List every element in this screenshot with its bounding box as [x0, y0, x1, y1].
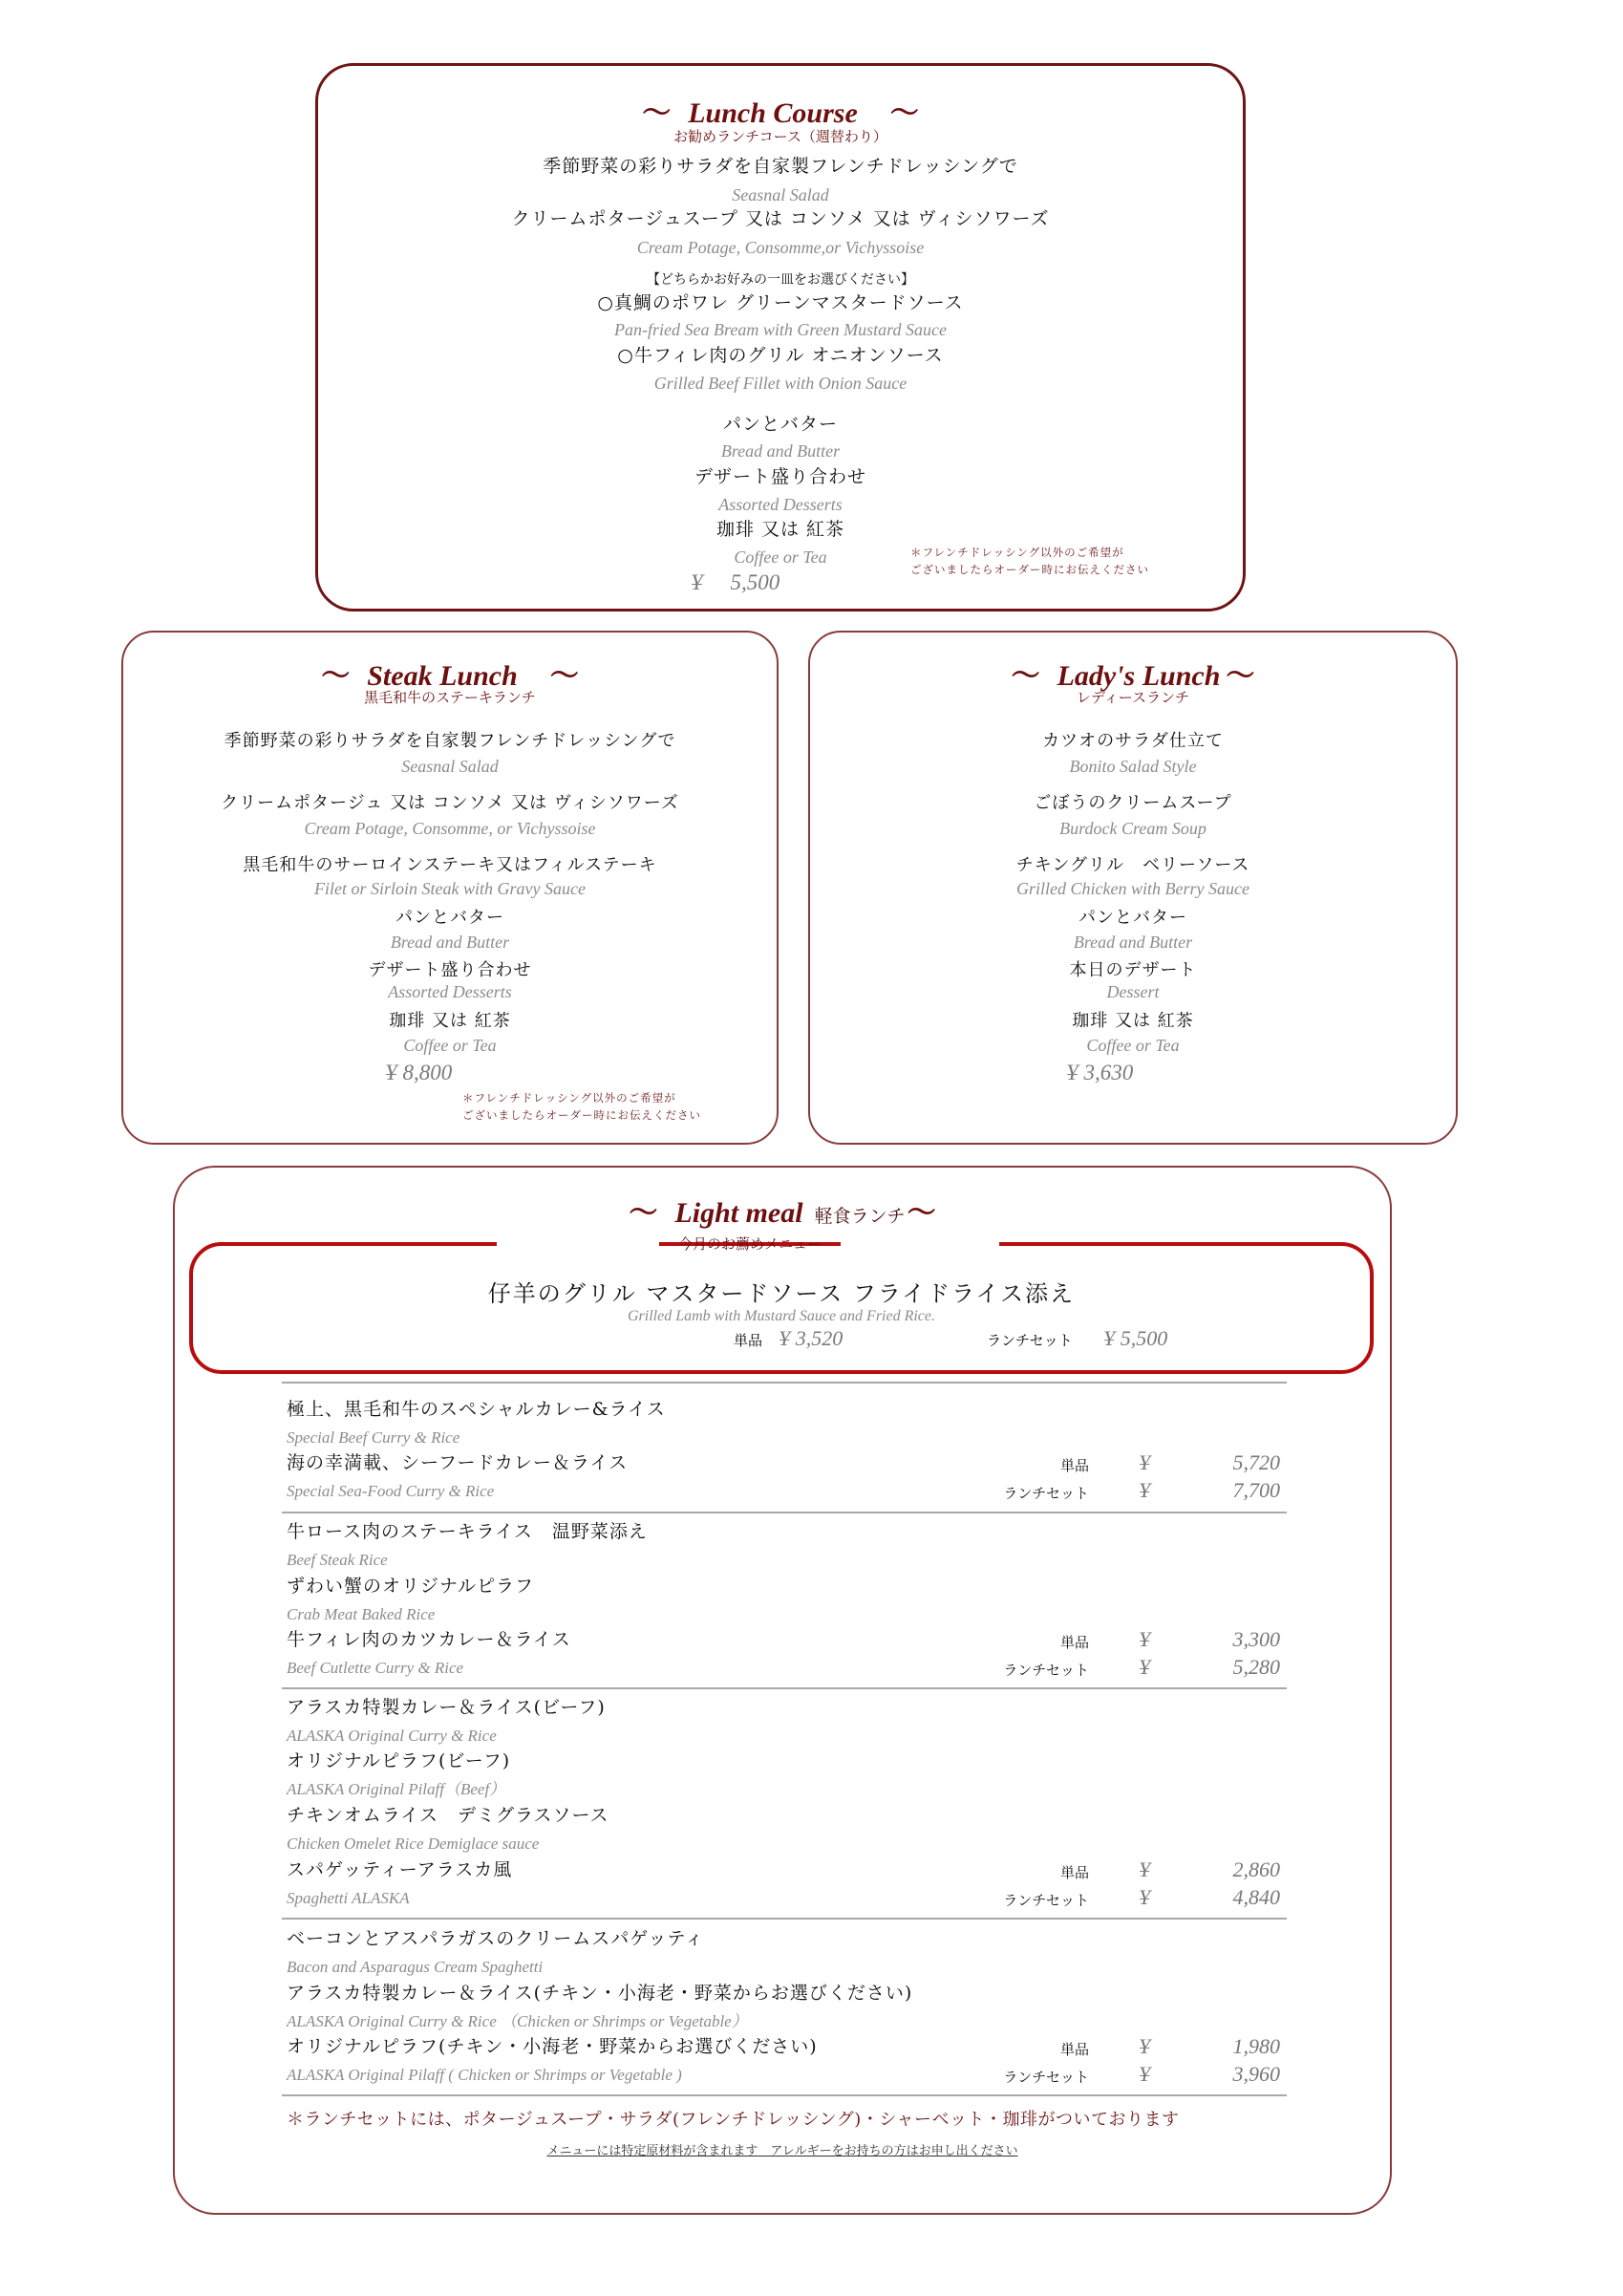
- ll-item-en: Dessert: [1106, 982, 1160, 1001]
- sl-item-jp: パンとバター: [395, 908, 504, 928]
- light-meal-title-jp: 軽食ランチ: [814, 1206, 906, 1227]
- menu-item-en: ALASKA Original Curry & Rice （Chicken or Shrimps or Vegetable）: [287, 2012, 748, 2030]
- lunch-course-subtitle: お勧めランチコース（週替わり）: [673, 128, 887, 145]
- menu-item-en: Bacon and Asparagus Cream Spaghetti: [287, 1958, 544, 1976]
- menu-item-jp: アラスカ特製カレー＆ライス(チキン・小海老・野菜からお選びください): [287, 1983, 913, 2004]
- menu-item-jp: ずわい蟹のオリジナルピラフ: [287, 1576, 535, 1597]
- yen-symbol: Ұ: [1139, 2034, 1151, 2058]
- ladys-lunch-box: [808, 631, 1458, 1145]
- divider: [282, 1687, 1287, 1689]
- featured-item-jp: 仔羊のグリル マスタードソース フライドライス添え: [487, 1280, 1076, 1307]
- menu-item-jp: チキンオムライス デミグラスソース: [287, 1805, 609, 1826]
- sl-item-en: Coffee or Tea: [403, 1036, 497, 1055]
- lc-item-en: Bread and Butter: [720, 441, 841, 461]
- menu-item-jp: 牛フィレ肉のカツカレー＆ライス: [287, 1629, 571, 1650]
- lc-item-jp: パンとバター: [722, 414, 838, 435]
- lc-item-en: Assorted Desserts: [718, 495, 843, 514]
- menu-item-en: ALASKA Original Pilaff（Beef）: [287, 1780, 506, 1798]
- lunch-course-header: [318, 89, 1243, 131]
- note-line-2: ございましたらオーダー時にお伝えください: [462, 1108, 701, 1122]
- menu-item-en: Special Beef Curry & Rice: [287, 1428, 460, 1447]
- sl-item-jp: クリームポタージュ 又は コンソメ 又は ヴィシソワーズ: [221, 793, 679, 813]
- lc-item-en: Cream Potage, Consomme,or Vichyssoise: [636, 238, 925, 257]
- ll-item-en: Bread and Butter: [1073, 933, 1193, 952]
- ll-item-jp: パンとバター: [1078, 908, 1187, 928]
- choice-note: 【どちらかお好みの一皿をお選びください】: [647, 272, 914, 288]
- featured-item-en: Grilled Lamb with Mustard Sauce and Fried Rice.: [627, 1308, 936, 1324]
- single-price: 2,860: [1232, 1857, 1280, 1881]
- note-line-1: ＊フレンチドレッシング以外のご希望が: [462, 1091, 676, 1105]
- lc-item-jp: クリームポタージュスープ 又は コンソメ 又は ヴィシソワーズ: [511, 208, 1050, 229]
- menu-item-jp: オリジナルピラフ(ビーフ): [287, 1750, 511, 1771]
- set-includes-note: ＊ランチセットには、ポタージュスープ・サラダ(フレンチドレッシング)・シャーベット・珈琲がついております: [287, 2110, 1180, 2130]
- sl-item-en: Filet or Sirloin Steak with Gravy Sauce: [314, 879, 586, 898]
- menu-item-jp: ベーコンとアスパラガスのクリームスパゲッティ: [287, 1928, 704, 1949]
- tilde-right: 〜: [549, 660, 579, 692]
- sl-item-en: Assorted Desserts: [388, 982, 512, 1001]
- light-meal-header: [175, 1189, 1390, 1231]
- featured-single-price: Ұ 3,520: [779, 1326, 844, 1350]
- lc-item-en: Seasnal Salad: [732, 185, 829, 204]
- ladys-lunch-title: Lady's Lunch: [1057, 660, 1221, 692]
- set-price: 3,960: [1232, 2062, 1280, 2086]
- menu-item-jp: 海の幸満載、シーフードカレー＆ライス: [287, 1452, 629, 1473]
- menu-item-en: ALASKA Original Curry & Rice: [287, 1727, 497, 1745]
- sl-item-jp: 珈琲 又は 紅茶: [389, 1011, 511, 1031]
- lunch-course-title: Lunch Course: [688, 97, 858, 129]
- set-label: ランチセット: [1003, 2069, 1089, 2086]
- menu-item-en: Special Sea-Food Curry & Rice: [287, 1482, 495, 1500]
- sl-item-en: Cream Potage, Consomme, or Vichyssoise: [304, 819, 596, 838]
- ll-item-jp: チキングリル ベリーソース: [1015, 855, 1250, 875]
- sl-item-en: Bread and Butter: [390, 933, 510, 952]
- sl-price: Ұ 8,800: [385, 1061, 453, 1084]
- tilde-right: 〜: [1226, 660, 1255, 692]
- single-price: 5,720: [1232, 1450, 1280, 1474]
- tilde-right: 〜: [889, 97, 919, 129]
- yen-symbol: Ұ: [1139, 1450, 1151, 1474]
- divider: [282, 1382, 1287, 1384]
- set-price: 4,840: [1232, 1885, 1280, 1909]
- divider: [282, 1918, 1287, 1920]
- sl-item-jp: 季節野菜の彩りサラダを自家製フレンチドレッシングで: [224, 731, 676, 751]
- menu-item-jp: オリジナルピラフ(チキン・小海老・野菜からお選びください): [287, 2036, 818, 2057]
- single-price: 3,300: [1232, 1627, 1280, 1651]
- menu-item-jp: スパゲッティーアラスカ風: [287, 1859, 513, 1880]
- ll-item-en: Grilled Chicken with Berry Sauce: [1016, 879, 1249, 898]
- lc-choice-jp: ○真鯛のポワレ グリーンマスタードソース: [597, 292, 964, 313]
- menu-item-en: Crab Meat Baked Rice: [287, 1605, 436, 1623]
- menu-item-jp: アラスカ特製カレー＆ライス(ビーフ): [287, 1697, 606, 1718]
- yen-symbol: Ұ: [1139, 1478, 1151, 1502]
- lc-choice-en: Pan-fried Sea Bream with Green Mustard Sauce: [614, 320, 947, 339]
- ll-item-en: Bonito Salad Style: [1069, 757, 1197, 776]
- divider: [282, 2094, 1287, 2096]
- ll-item-jp: 本日のデザート: [1069, 960, 1197, 980]
- lc-price: [691, 569, 779, 597]
- lc-choice-jp: ○牛フィレ肉のグリル オニオンソース: [617, 345, 944, 366]
- featured-single-label: 単品: [734, 1332, 763, 1349]
- ll-item-jp: ごぼうのクリームスープ: [1034, 793, 1232, 813]
- steak-lunch-subtitle: 黒毛和牛のステーキランチ: [364, 689, 536, 706]
- set-label: ランチセット: [1003, 1662, 1089, 1679]
- yen-symbol: Ұ: [1139, 1627, 1151, 1651]
- yen-symbol: Ұ: [1139, 1885, 1151, 1909]
- single-price: 1,980: [1232, 2034, 1280, 2058]
- menu-item-en: Beef Steak Rice: [287, 1551, 388, 1569]
- menu-item-en: Beef Cutlette Curry & Rice: [287, 1659, 464, 1677]
- single-label: 単品: [1059, 1634, 1089, 1651]
- tilde-left: 〜: [642, 97, 672, 129]
- featured-set-label: ランチセット: [987, 1332, 1073, 1349]
- yen-symbol: Ұ: [1139, 1857, 1151, 1881]
- ll-item-en: Burdock Cream Soup: [1059, 819, 1207, 838]
- ll-item-jp: 珈琲 又は 紅茶: [1072, 1011, 1194, 1031]
- light-meal-title: Light meal: [674, 1197, 803, 1229]
- sl-item-jp: デザート盛り合わせ: [368, 960, 532, 980]
- menu-item-en: ALASKA Original Pilaff ( Chicken or Shrimps or Vegetable ): [287, 2066, 682, 2084]
- menu-item-en: Chicken Omelet Rice Demiglace sauce: [287, 1835, 540, 1853]
- yen-symbol: Ұ: [1139, 1655, 1151, 1679]
- lc-price-value: 5,500: [730, 570, 780, 594]
- dressing-note: [462, 1089, 701, 1124]
- lc-item-jp: デザート盛り合わせ: [694, 466, 866, 487]
- tilde-left: 〜: [629, 1197, 658, 1229]
- set-label: ランチセット: [1003, 1892, 1089, 1909]
- lc-item-en: Coffee or Tea: [734, 547, 827, 567]
- sl-item-jp: 黒毛和牛のサーロインステーキ又はフィルステーキ: [243, 855, 657, 875]
- note-line-2: ございましたらオーダー時にお伝えください: [910, 563, 1149, 576]
- featured-label: 今月のお薦めメニュー: [677, 1235, 822, 1253]
- allergy-note: メニューには特定原材料が含まれます アレルギーをお持ちの方はお申し出ください: [546, 2144, 1018, 2158]
- yen-symbol: Ұ: [1139, 2062, 1151, 2086]
- single-label: 単品: [1059, 1864, 1089, 1881]
- lc-item-jp: 珈琲 又は 紅茶: [715, 519, 845, 540]
- lc-item-jp: 季節野菜の彩りサラダを自家製フレンチドレッシングで: [543, 156, 1018, 177]
- divider: [282, 1512, 1287, 1513]
- note-line-1: ＊フレンチドレッシング以外のご希望が: [910, 546, 1124, 559]
- tilde-left: 〜: [321, 660, 351, 692]
- set-price: 7,700: [1232, 1478, 1280, 1502]
- steak-lunch-title: Steak Lunch: [367, 660, 518, 692]
- menu-item-jp: 極上、黒毛和牛のスペシャルカレー&ライス: [287, 1399, 666, 1420]
- ll-price: Ұ 3,630: [1066, 1061, 1134, 1084]
- sl-item-en: Seasnal Salad: [401, 757, 499, 776]
- tilde-left: 〜: [1011, 660, 1040, 692]
- lc-choice-en: Grilled Beef Fillet with Onion Sauce: [653, 374, 908, 393]
- single-label: 単品: [1059, 2041, 1089, 2058]
- ladys-lunch-subtitle: レディースランチ: [1076, 689, 1190, 706]
- ll-item-en: Coffee or Tea: [1086, 1036, 1180, 1055]
- menu-item-en: Spaghetti ALASKA: [287, 1889, 410, 1907]
- menu-item-jp: 牛ロース肉のステーキライス 温野菜添え: [287, 1521, 648, 1542]
- ll-item-jp: カツオのサラダ仕立て: [1042, 731, 1224, 751]
- featured-set-price: Ұ 5,500: [1103, 1326, 1168, 1350]
- lunch-course-box: [315, 63, 1246, 612]
- set-price: 5,280: [1232, 1655, 1280, 1679]
- tilde-right: 〜: [907, 1197, 936, 1229]
- set-label: ランチセット: [1003, 1485, 1089, 1502]
- yen-symbol: Ұ: [691, 570, 703, 594]
- single-label: 単品: [1059, 1457, 1089, 1474]
- allergy-note-wrap: [173, 2140, 1392, 2158]
- steak-lunch-box: [121, 631, 779, 1145]
- dressing-note: [910, 544, 1149, 578]
